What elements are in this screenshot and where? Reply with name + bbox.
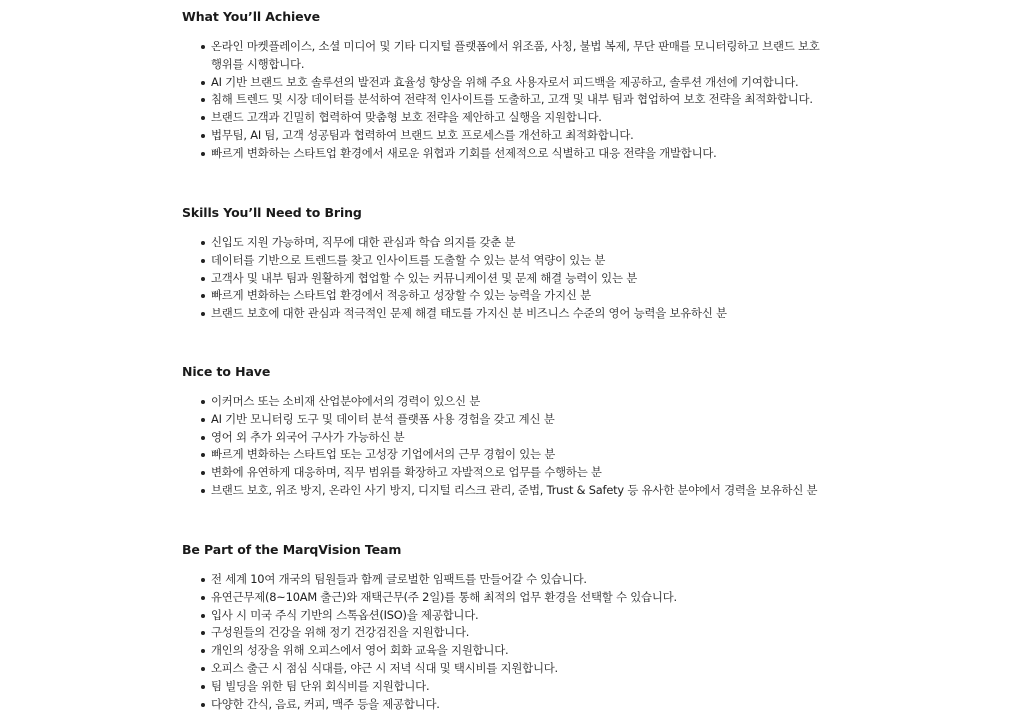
list-item: 빠르게 변화하는 스타트업 환경에서 적응하고 성장할 수 있는 능력을 가지신 분 — [182, 287, 822, 305]
list-item: 침해 트렌드 및 시장 데이터를 분석하여 전략적 인사이트를 도출하고, 고객 및 내부 팀과 협업하여 보호 전략을 최적화합니다. — [182, 91, 822, 109]
section-title: Skills You’ll Need to Bring — [182, 205, 362, 220]
list-item: 법무팀, AI 팀, 고객 성공팀과 협력하여 브랜드 보호 프로세스를 개선하고 최적화합니다. — [182, 127, 822, 145]
section-what-youll-achieve — [182, 8, 822, 163]
list-item: 전 세계 10여 개국의 팀원들과 함께 글로벌한 임팩트를 만들어갈 수 있습니다. — [182, 571, 822, 589]
bullet-list — [182, 571, 822, 713]
list-item: 빠르게 변화하는 스타트업 또는 고성장 기업에서의 근무 경험이 있는 분 — [182, 446, 822, 464]
section-nice-to-have — [182, 363, 822, 500]
list-item: AI 기반 모니터링 도구 및 데이터 분석 플랫폼 사용 경험을 갖고 계신 분 — [182, 411, 822, 429]
list-item: 구성원들의 건강을 위해 정기 건강검진을 지원합니다. — [182, 624, 822, 642]
list-item: 다양한 간식, 음료, 커피, 맥주 등을 제공합니다. — [182, 696, 822, 714]
list-item: 오피스 출근 시 점심 식대를, 야근 시 저녁 식대 및 택시비를 지원합니다. — [182, 660, 822, 678]
list-item: 개인의 성장을 위해 오피스에서 영어 회화 교육을 지원합니다. — [182, 642, 822, 660]
section-title: Nice to Have — [182, 364, 271, 379]
list-item: 고객사 및 내부 팀과 원활하게 협업할 수 있는 커뮤니케이션 및 문제 해결 능력이 있는 분 — [182, 270, 822, 288]
list-item: 신입도 지원 가능하며, 직무에 대한 관심과 학습 의지를 갖춘 분 — [182, 234, 822, 252]
section-title: What You’ll Achieve — [182, 9, 320, 24]
list-item: 유연근무제(8~10AM 출근)와 재택근무(주 2일)를 통해 최적의 업무 환경을 선택할 수 있습니다. — [182, 589, 822, 607]
section-title: Be Part of the MarqVision Team — [182, 542, 402, 557]
section-be-part-of-team — [182, 541, 822, 713]
list-item: 브랜드 보호에 대한 관심과 적극적인 문제 해결 태도를 가지신 분 비즈니스 수준의 영어 능력을 보유하신 분 — [182, 305, 822, 323]
list-item: 팀 빌딩을 위한 팀 단위 회식비를 지원합니다. — [182, 678, 822, 696]
list-item: 빠르게 변화하는 스타트업 환경에서 새로운 위협과 기회를 선제적으로 식별하고 대응 전략을 개발합니다. — [182, 145, 822, 163]
list-item: AI 기반 브랜드 보호 솔루션의 발전과 효율성 향상을 위해 주요 사용자로서 피드백을 제공하고, 솔루션 개선에 기여합니다. — [182, 74, 822, 92]
list-item: 변화에 유연하게 대응하며, 직무 범위를 확장하고 자발적으로 업무를 수행하는 분 — [182, 464, 822, 482]
list-item: 브랜드 고객과 긴밀히 협력하여 맞춤형 보호 전략을 제안하고 실행을 지원합니다. — [182, 109, 822, 127]
bullet-list — [182, 393, 822, 500]
list-item: 온라인 마켓플레이스, 소셜 미디어 및 기타 디지털 플랫폼에서 위조품, 사칭, 불법 복제, 무단 판매를 모니터링하고 브랜드 보호 행위를 시행합니다. — [182, 38, 822, 74]
section-skills-to-bring — [182, 204, 822, 323]
list-item: 브랜드 보호, 위조 방지, 온라인 사기 방지, 디지털 리스크 관리, 준법, Trust & Safety 등 유사한 분야에서 경력을 보유하신 분 — [182, 482, 822, 500]
list-item: 이커머스 또는 소비재 산업분야에서의 경력이 있으신 분 — [182, 393, 822, 411]
bullet-list — [182, 234, 822, 323]
list-item: 입사 시 미국 주식 기반의 스톡옵션(ISO)을 제공합니다. — [182, 607, 822, 625]
bullet-list — [182, 38, 822, 163]
list-item: 영어 외 추가 외국어 구사가 가능하신 분 — [182, 429, 822, 447]
list-item: 데이터를 기반으로 트렌드를 찾고 인사이트를 도출할 수 있는 분석 역량이 있는 분 — [182, 252, 822, 270]
